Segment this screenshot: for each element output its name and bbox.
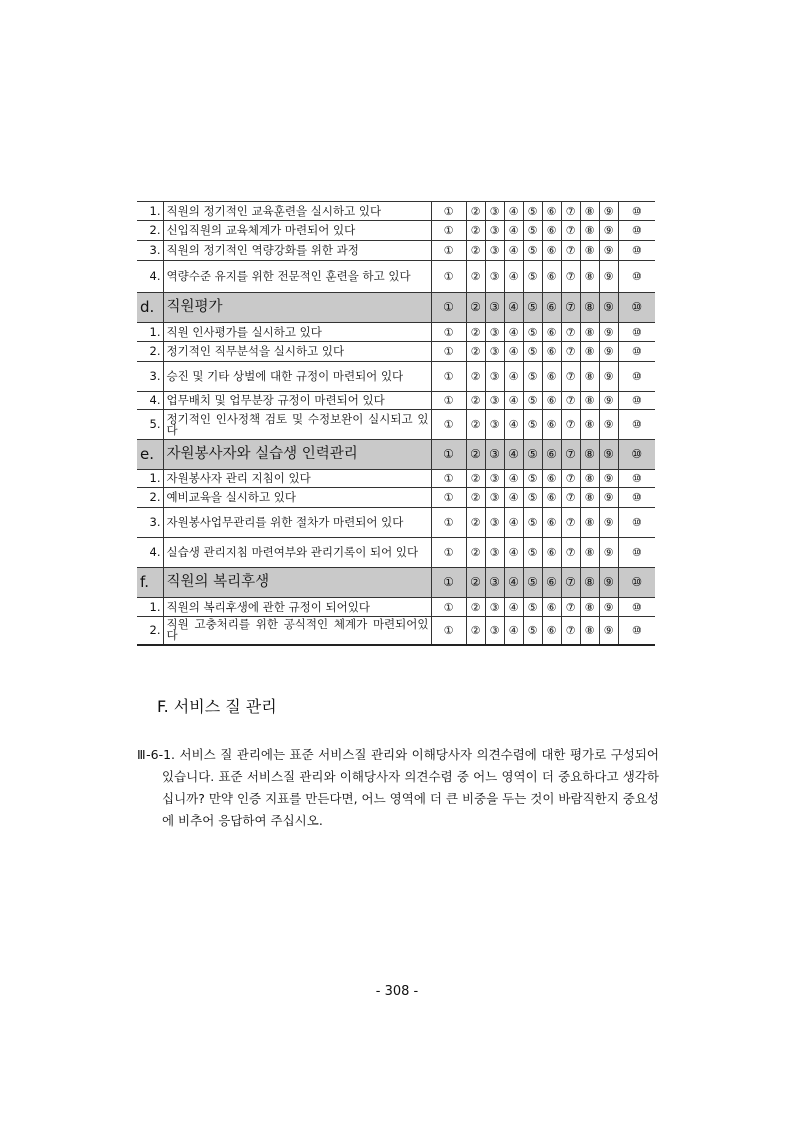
item-row — [137, 488, 655, 508]
rating-option-7[interactable]: ⑦ — [561, 488, 580, 508]
question-text: Ⅲ-6-1. 서비스 질 관리에는 표준 서비스질 관리와 이해당사자 의견수렴에 대한 평가로 구성되어 있습니다. 표준 서비스질 관리와 이해당사자 의견수렴 중 어느 영역이 더 중요하다고 생각하십니까? 만약 인증 지표를 만든다면, 어느 영역에 더 큰 비중을 두는 것이 바람직한지 중요성에 비추어 응답하여 주십시오. — [137, 747, 659, 828]
rating-option-2[interactable]: ② — [466, 293, 485, 323]
rating-option-7[interactable]: ⑦ — [561, 508, 580, 538]
item-text: 직원의 정기적인 교육훈련을 실시하고 있다 — [163, 202, 431, 221]
rating-option-6[interactable]: ⑥ — [542, 241, 561, 261]
rating-option-6[interactable]: ⑥ — [542, 508, 561, 538]
rating-option-3[interactable]: ③ — [485, 241, 504, 261]
rating-option-9[interactable]: ⑨ — [599, 440, 618, 470]
rating-option-3[interactable]: ③ — [485, 508, 504, 538]
rating-option-1[interactable]: ① — [431, 568, 466, 598]
rating-option-9[interactable]: ⑨ — [599, 362, 618, 392]
rating-option-1[interactable]: ① — [431, 342, 466, 362]
rating-option-6[interactable]: ⑥ — [542, 470, 561, 488]
item-number: 2. — [137, 488, 163, 508]
rating-option-5[interactable]: ⑤ — [523, 538, 542, 568]
rating-option-10[interactable]: ⑩ — [618, 221, 655, 241]
rating-option-7[interactable]: ⑦ — [561, 293, 580, 323]
rating-option-7[interactable]: ⑦ — [561, 598, 580, 617]
rating-option-6[interactable]: ⑥ — [542, 392, 561, 410]
rating-option-3[interactable]: ③ — [485, 202, 504, 221]
item-number: 1. — [137, 470, 163, 488]
rating-option-4[interactable]: ④ — [504, 488, 523, 508]
rating-option-1[interactable]: ① — [431, 508, 466, 538]
item-number: 2. — [137, 342, 163, 362]
rating-option-5[interactable]: ⑤ — [523, 362, 542, 392]
rating-option-4[interactable]: ④ — [504, 342, 523, 362]
item-row — [137, 323, 655, 342]
rating-option-5[interactable]: ⑤ — [523, 410, 542, 440]
rating-option-6[interactable]: ⑥ — [542, 617, 561, 645]
rating-option-7[interactable]: ⑦ — [561, 261, 580, 293]
rating-option-4[interactable]: ④ — [504, 392, 523, 410]
item-row — [137, 538, 655, 568]
rating-option-6[interactable]: ⑥ — [542, 261, 561, 293]
rating-option-8[interactable]: ⑧ — [580, 617, 599, 645]
rating-option-2[interactable]: ② — [466, 488, 485, 508]
rating-option-5[interactable]: ⑤ — [523, 568, 542, 598]
item-number: 2. — [137, 617, 163, 645]
item-row — [137, 598, 655, 617]
rating-option-6[interactable]: ⑥ — [542, 538, 561, 568]
rating-option-2[interactable]: ② — [466, 538, 485, 568]
item-text: 자원봉사자 관리 지침이 있다 — [163, 470, 431, 488]
rating-option-10[interactable]: ⑩ — [618, 440, 655, 470]
rating-option-2[interactable]: ② — [466, 323, 485, 342]
rating-option-8[interactable]: ⑧ — [580, 323, 599, 342]
rating-option-3[interactable]: ③ — [485, 293, 504, 323]
rating-option-6[interactable]: ⑥ — [542, 598, 561, 617]
rating-option-9[interactable]: ⑨ — [599, 598, 618, 617]
rating-option-2[interactable]: ② — [466, 342, 485, 362]
rating-option-6[interactable]: ⑥ — [542, 410, 561, 440]
rating-option-5[interactable]: ⑤ — [523, 598, 542, 617]
rating-option-10[interactable]: ⑩ — [618, 598, 655, 617]
rating-option-9[interactable]: ⑨ — [599, 202, 618, 221]
rating-option-7[interactable]: ⑦ — [561, 568, 580, 598]
rating-option-9[interactable]: ⑨ — [599, 261, 618, 293]
rating-option-2[interactable]: ② — [466, 261, 485, 293]
item-text: 정기적인 직무분석을 실시하고 있다 — [163, 342, 431, 362]
rating-option-3[interactable]: ③ — [485, 598, 504, 617]
rating-option-5[interactable]: ⑤ — [523, 508, 542, 538]
item-row — [137, 241, 655, 261]
rating-option-3[interactable]: ③ — [485, 410, 504, 440]
rating-option-6[interactable]: ⑥ — [542, 488, 561, 508]
rating-option-4[interactable]: ④ — [504, 508, 523, 538]
rating-option-5[interactable]: ⑤ — [523, 440, 542, 470]
rating-option-8[interactable]: ⑧ — [580, 221, 599, 241]
rating-option-4[interactable]: ④ — [504, 598, 523, 617]
rating-option-3[interactable]: ③ — [485, 488, 504, 508]
rating-option-1[interactable]: ① — [431, 261, 466, 293]
rating-option-9[interactable]: ⑨ — [599, 221, 618, 241]
rating-option-10[interactable]: ⑩ — [618, 293, 655, 323]
item-row — [137, 617, 655, 645]
rating-option-5[interactable]: ⑤ — [523, 261, 542, 293]
section-title: 직원의 복리후생 — [163, 568, 431, 598]
rating-option-8[interactable]: ⑧ — [580, 410, 599, 440]
rating-option-7[interactable]: ⑦ — [561, 241, 580, 261]
rating-option-4[interactable]: ④ — [504, 241, 523, 261]
item-number: 4. — [137, 538, 163, 568]
rating-option-4[interactable]: ④ — [504, 440, 523, 470]
rating-option-2[interactable]: ② — [466, 410, 485, 440]
rating-option-6[interactable]: ⑥ — [542, 362, 561, 392]
rating-option-4[interactable]: ④ — [504, 202, 523, 221]
item-text: 직원의 정기적인 역량강화를 위한 과정 — [163, 241, 431, 261]
rating-option-10[interactable]: ⑩ — [618, 392, 655, 410]
rating-option-7[interactable]: ⑦ — [561, 362, 580, 392]
rating-option-8[interactable]: ⑧ — [580, 362, 599, 392]
rating-option-9[interactable]: ⑨ — [599, 470, 618, 488]
item-row — [137, 221, 655, 241]
rating-option-9[interactable]: ⑨ — [599, 508, 618, 538]
rating-option-1[interactable]: ① — [431, 362, 466, 392]
rating-option-1[interactable]: ① — [431, 202, 466, 221]
rating-option-5[interactable]: ⑤ — [523, 342, 542, 362]
rating-option-1[interactable]: ① — [431, 598, 466, 617]
rating-option-8[interactable]: ⑧ — [580, 293, 599, 323]
rating-option-8[interactable]: ⑧ — [580, 202, 599, 221]
rating-option-1[interactable]: ① — [431, 410, 466, 440]
rating-option-4[interactable]: ④ — [504, 538, 523, 568]
rating-option-10[interactable]: ⑩ — [618, 488, 655, 508]
rating-option-2[interactable]: ② — [466, 508, 485, 538]
rating-option-2[interactable]: ② — [466, 392, 485, 410]
rating-option-8[interactable]: ⑧ — [580, 488, 599, 508]
rating-option-8[interactable]: ⑧ — [580, 392, 599, 410]
rating-option-9[interactable]: ⑨ — [599, 293, 618, 323]
item-text: 실습생 관리지침 마련여부와 관리기록이 되어 있다 — [163, 538, 431, 568]
rating-option-9[interactable]: ⑨ — [599, 342, 618, 362]
rating-option-8[interactable]: ⑧ — [580, 598, 599, 617]
rating-option-7[interactable]: ⑦ — [561, 538, 580, 568]
rating-option-3[interactable]: ③ — [485, 392, 504, 410]
rating-option-2[interactable]: ② — [466, 362, 485, 392]
page-number: - 308 - — [375, 984, 419, 999]
item-text: 정기적인 인사정책 검토 및 수정보완이 실시되고 있다 — [163, 410, 431, 440]
section-row — [137, 293, 655, 323]
rating-option-10[interactable]: ⑩ — [618, 410, 655, 440]
rating-option-5[interactable]: ⑤ — [523, 488, 542, 508]
item-row — [137, 362, 655, 392]
rating-option-1[interactable]: ① — [431, 488, 466, 508]
item-number: 1. — [137, 598, 163, 617]
rating-option-4[interactable]: ④ — [504, 323, 523, 342]
rating-option-2[interactable]: ② — [466, 598, 485, 617]
rating-option-10[interactable]: ⑩ — [618, 362, 655, 392]
rating-option-3[interactable]: ③ — [485, 221, 504, 241]
item-number: 3. — [137, 508, 163, 538]
rating-option-10[interactable]: ⑩ — [618, 508, 655, 538]
item-text: 자원봉사업무관리를 위한 절차가 마련되어 있다 — [163, 508, 431, 538]
rating-option-4[interactable]: ④ — [504, 293, 523, 323]
item-row — [137, 410, 655, 440]
item-row — [137, 470, 655, 488]
rating-option-4[interactable]: ④ — [504, 221, 523, 241]
rating-option-3[interactable]: ③ — [485, 568, 504, 598]
rating-option-2[interactable]: ② — [466, 241, 485, 261]
rating-option-1[interactable]: ① — [431, 323, 466, 342]
item-text: 신입직원의 교육체계가 마련되어 있다 — [163, 221, 431, 241]
item-number: 4. — [137, 261, 163, 293]
rating-option-10[interactable]: ⑩ — [618, 470, 655, 488]
rating-option-1[interactable]: ① — [431, 221, 466, 241]
rating-option-8[interactable]: ⑧ — [580, 241, 599, 261]
rating-option-5[interactable]: ⑤ — [523, 221, 542, 241]
rating-option-5[interactable]: ⑤ — [523, 293, 542, 323]
rating-option-10[interactable]: ⑩ — [618, 538, 655, 568]
rating-option-5[interactable]: ⑤ — [523, 323, 542, 342]
rating-option-9[interactable]: ⑨ — [599, 568, 618, 598]
rating-option-1[interactable]: ① — [431, 241, 466, 261]
rating-option-1[interactable]: ① — [431, 440, 466, 470]
rating-option-8[interactable]: ⑧ — [580, 508, 599, 538]
rating-option-5[interactable]: ⑤ — [523, 202, 542, 221]
rating-option-7[interactable]: ⑦ — [561, 410, 580, 440]
rating-option-3[interactable]: ③ — [485, 323, 504, 342]
survey-table-body — [137, 202, 655, 645]
item-text: 직원 인사평가를 실시하고 있다 — [163, 323, 431, 342]
rating-option-5[interactable]: ⑤ — [523, 392, 542, 410]
rating-option-3[interactable]: ③ — [485, 538, 504, 568]
rating-option-3[interactable]: ③ — [485, 440, 504, 470]
item-text: 직원 고충처리를 위한 공식적인 체계가 마련되어있다 — [163, 617, 431, 645]
item-number: 3. — [137, 362, 163, 392]
rating-option-6[interactable]: ⑥ — [542, 293, 561, 323]
item-text: 직원의 복리후생에 관한 규정이 되어있다 — [163, 598, 431, 617]
item-text: 예비교육을 실시하고 있다 — [163, 488, 431, 508]
rating-option-10[interactable]: ⑩ — [618, 342, 655, 362]
rating-option-1[interactable]: ① — [431, 293, 466, 323]
rating-option-5[interactable]: ⑤ — [523, 617, 542, 645]
rating-option-1[interactable]: ① — [431, 470, 466, 488]
rating-option-7[interactable]: ⑦ — [561, 342, 580, 362]
rating-option-7[interactable]: ⑦ — [561, 221, 580, 241]
rating-option-5[interactable]: ⑤ — [523, 470, 542, 488]
item-text: 역량수준 유지를 위한 전문적인 훈련을 하고 있다 — [163, 261, 431, 293]
rating-option-10[interactable]: ⑩ — [618, 202, 655, 221]
rating-option-6[interactable]: ⑥ — [542, 568, 561, 598]
rating-option-8[interactable]: ⑧ — [580, 538, 599, 568]
rating-option-3[interactable]: ③ — [485, 617, 504, 645]
item-text: 승진 및 기타 상벌에 대한 규정이 마련되어 있다 — [163, 362, 431, 392]
rating-option-2[interactable]: ② — [466, 568, 485, 598]
rating-option-4[interactable]: ④ — [504, 410, 523, 440]
survey-rating-table — [137, 201, 655, 646]
rating-option-9[interactable]: ⑨ — [599, 488, 618, 508]
rating-option-4[interactable]: ④ — [504, 261, 523, 293]
item-number: 1. — [137, 202, 163, 221]
item-number: 3. — [137, 241, 163, 261]
rating-option-4[interactable]: ④ — [504, 470, 523, 488]
rating-option-6[interactable]: ⑥ — [542, 323, 561, 342]
rating-option-7[interactable]: ⑦ — [561, 392, 580, 410]
rating-option-9[interactable]: ⑨ — [599, 392, 618, 410]
section-label: e. — [137, 440, 163, 470]
rating-option-8[interactable]: ⑧ — [580, 342, 599, 362]
rating-option-2[interactable]: ② — [466, 221, 485, 241]
rating-option-3[interactable]: ③ — [485, 342, 504, 362]
section-title: 자원봉사자와 실습생 인력관리 — [163, 440, 431, 470]
section-title: 직원평가 — [163, 293, 431, 323]
rating-option-7[interactable]: ⑦ — [561, 470, 580, 488]
rating-option-6[interactable]: ⑥ — [542, 202, 561, 221]
rating-option-3[interactable]: ③ — [485, 470, 504, 488]
rating-option-6[interactable]: ⑥ — [542, 440, 561, 470]
rating-option-10[interactable]: ⑩ — [618, 323, 655, 342]
section-label: f. — [137, 568, 163, 598]
rating-option-10[interactable]: ⑩ — [618, 568, 655, 598]
rating-option-3[interactable]: ③ — [485, 261, 504, 293]
rating-option-8[interactable]: ⑧ — [580, 261, 599, 293]
rating-option-2[interactable]: ② — [466, 440, 485, 470]
rating-option-9[interactable]: ⑨ — [599, 538, 618, 568]
item-row — [137, 202, 655, 221]
rating-option-9[interactable]: ⑨ — [599, 410, 618, 440]
section-row — [137, 440, 655, 470]
item-number: 1. — [137, 323, 163, 342]
item-row — [137, 392, 655, 410]
rating-option-2[interactable]: ② — [466, 202, 485, 221]
rating-option-9[interactable]: ⑨ — [599, 617, 618, 645]
rating-option-1[interactable]: ① — [431, 617, 466, 645]
section-heading: F. 서비스 질 관리 — [157, 697, 277, 716]
item-row — [137, 261, 655, 293]
rating-option-4[interactable]: ④ — [504, 617, 523, 645]
rating-option-7[interactable]: ⑦ — [561, 440, 580, 470]
rating-option-1[interactable]: ① — [431, 392, 466, 410]
rating-option-3[interactable]: ③ — [485, 362, 504, 392]
rating-option-7[interactable]: ⑦ — [561, 617, 580, 645]
rating-option-9[interactable]: ⑨ — [599, 241, 618, 261]
rating-option-6[interactable]: ⑥ — [542, 342, 561, 362]
rating-option-6[interactable]: ⑥ — [542, 221, 561, 241]
rating-option-4[interactable]: ④ — [504, 568, 523, 598]
rating-option-10[interactable]: ⑩ — [618, 261, 655, 293]
rating-option-1[interactable]: ① — [431, 538, 466, 568]
rating-option-8[interactable]: ⑧ — [580, 440, 599, 470]
rating-option-8[interactable]: ⑧ — [580, 470, 599, 488]
item-row — [137, 342, 655, 362]
item-number: 2. — [137, 221, 163, 241]
section-row — [137, 568, 655, 598]
rating-option-4[interactable]: ④ — [504, 362, 523, 392]
rating-option-7[interactable]: ⑦ — [561, 202, 580, 221]
item-number: 5. — [137, 410, 163, 440]
rating-option-5[interactable]: ⑤ — [523, 241, 542, 261]
rating-option-2[interactable]: ② — [466, 617, 485, 645]
rating-option-10[interactable]: ⑩ — [618, 241, 655, 261]
item-text: 업무배치 및 업무분장 규정이 마련되어 있다 — [163, 392, 431, 410]
section-label: d. — [137, 293, 163, 323]
rating-option-2[interactable]: ② — [466, 470, 485, 488]
item-number: 4. — [137, 392, 163, 410]
rating-option-10[interactable]: ⑩ — [618, 617, 655, 645]
rating-option-9[interactable]: ⑨ — [599, 323, 618, 342]
item-row — [137, 508, 655, 538]
rating-option-8[interactable]: ⑧ — [580, 568, 599, 598]
rating-option-7[interactable]: ⑦ — [561, 323, 580, 342]
